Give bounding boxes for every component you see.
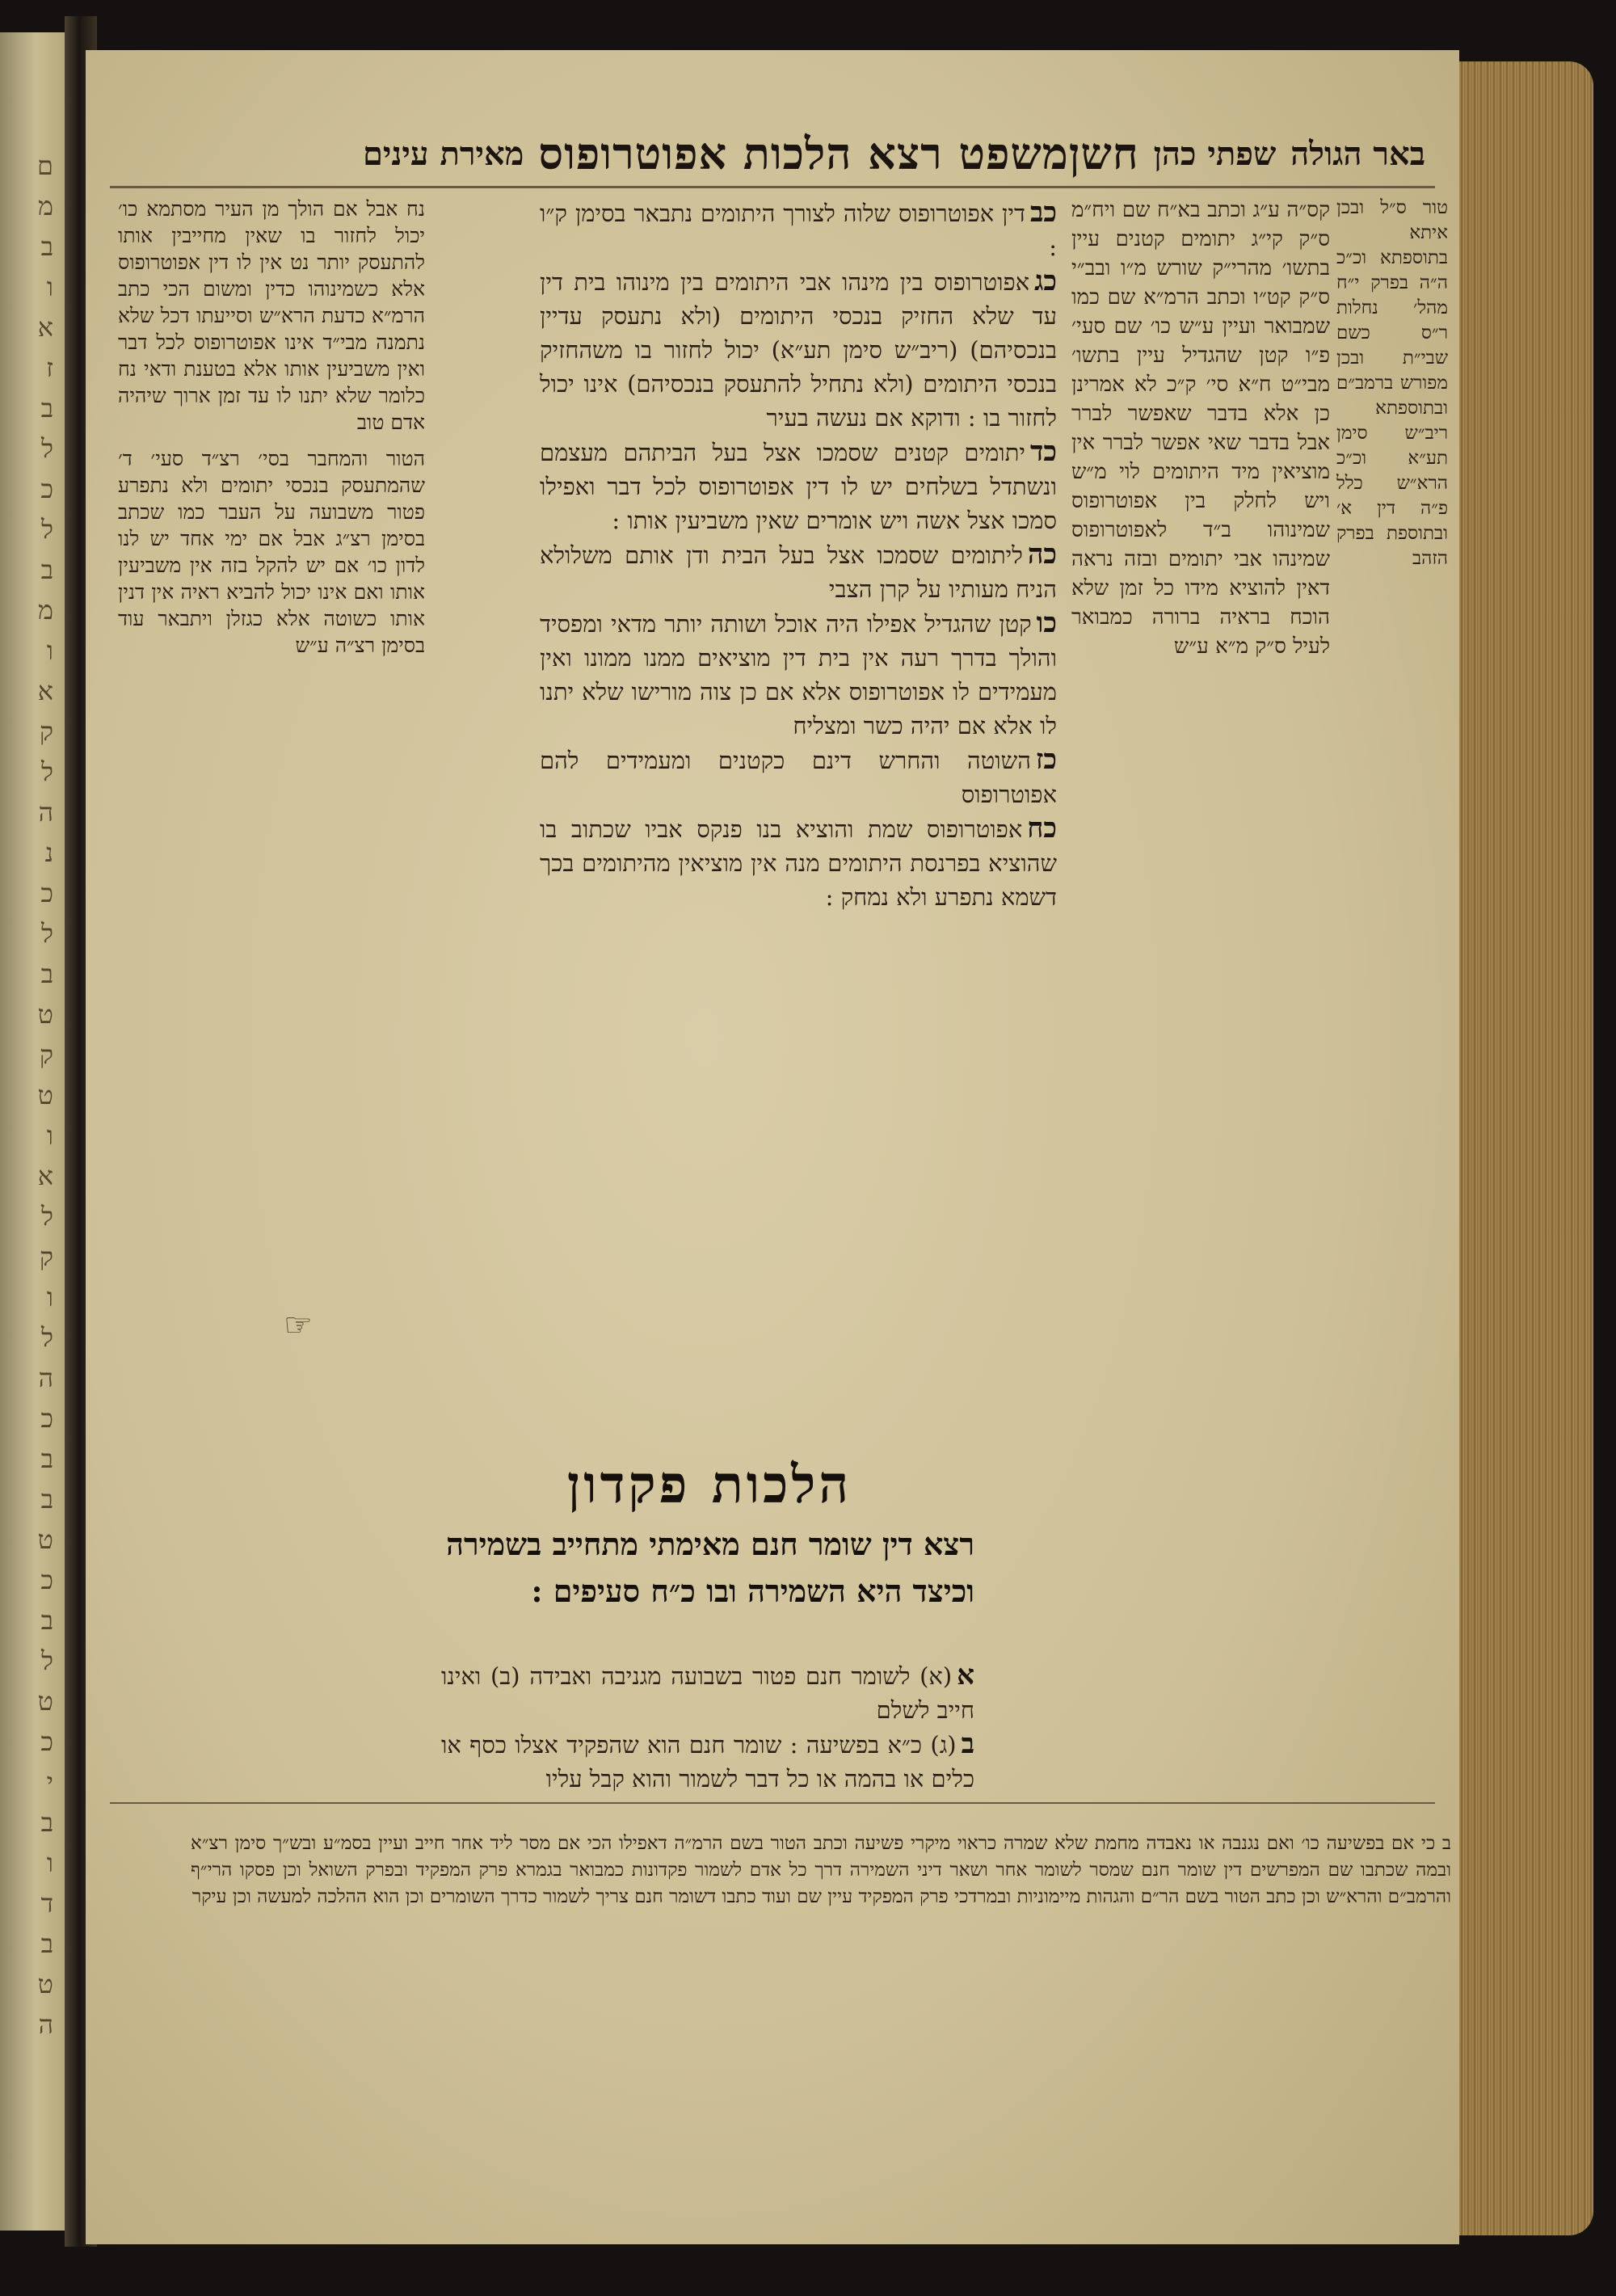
seif-25 xyxy=(540,537,1057,606)
commentary-shach-text: קס״ה ע״ג וכתב בא״ח שם ויח״מ ס״ק קי״ג יתומים קטנים עיין בתשו׳ מהרי״ק שורש מ״ו ובב״י ס״ק קט״ו וכתב הרמ״א שם כמו שמבואר ועיין ע״ש כו׳ שם סעי׳ פ״ו קטן שהגדיל עיין בתשו׳ מבי״ט ח״א סי׳ ק״כ לא אמרינן כן אלא בדבר שאפשר לברר אבל בדבר שאי אפשר לברר אין מוציאין מיד היתומים לוי מ״ש ויש לחלק בין אפוטרופוס שמינוהו ב״ד לאפוטרופוס שמינהו אבי יתומים ובזה נראה דאין להוציא מידו כל זמן שלא הוכח בראיה ברורה כמבואר לעיל ס״ק מ״א ע״ש xyxy=(1071,198,1330,659)
header-right-label-2: שפתי כהן xyxy=(1153,134,1277,173)
header-right-label-1: באר הגולה xyxy=(1290,134,1425,173)
seif-27 xyxy=(540,743,1057,811)
seif-25-number: כה xyxy=(1027,538,1057,571)
seif-25-text: ליתומים שסמכו אצל בעל הבית ודן אותם משלולא הניח מעותיו על קרן הצבי xyxy=(540,541,1057,603)
meirat-einayim-text-continued: הטור והמחבר בסי׳ רצ״ד סעי׳ ד׳ שהמתעסק בנכסי יתומים ולא נתפרע פטור משבועה על העבר כמו שכתב בסימן רצ״ג אבל אם ימי אחד יש לנו לדון כו׳ אם יש להקל בזה אין משביעין אותו ואם אינו יכול להביא ראיה אין דנין אותו כשוטה אלא כגזלן ויתבאר עוד בסימן רצ״ה ע״ש xyxy=(118,447,425,657)
seif-24-number: כד xyxy=(1030,436,1057,468)
siman-291-seif-1-number: א xyxy=(957,1659,974,1691)
header-title: חשןמשפט רצא הלכות אפוטרופוס xyxy=(538,128,1139,179)
commentary-column-meirat-einayim xyxy=(118,196,425,1440)
seif-22-text: דין אפוטרופוס שלוה לצורך היתומים נתבאר בסימן ק״ו : xyxy=(540,200,1057,261)
header-rule xyxy=(110,186,1435,188)
siman-291-seif-1 xyxy=(441,1658,974,1727)
bottom-commentary xyxy=(191,1812,1451,2184)
siman-291-seif-2-number: ב xyxy=(961,1728,974,1760)
book-page xyxy=(86,50,1459,2244)
previous-page-text-fragments: ם מ ב ו א ז ב ל כ ל ב מ ו א ק ל ה נ כ ל ב ט ק ט ו א ל ק ו ל ה כ ב ב ט כ ב ל ט כ י ב ו ד ב ט ה xyxy=(37,150,53,2040)
seif-23-text: אפוטרופוס בין מינהו אבי היתומים בין מינוהו בית דין עד שלא החזיק בנכסי היתומים (ולא נתעסק עדיין בנכסיהם) (ריב״ש סימן תע״א) יכול לחזור בו משהחזיק בנכסי היתומים (ולא נתחיל להתעסק בנכסיהם) אינו יכול לחזור בו : ודוקא אם נעשה בעיר xyxy=(540,268,1057,432)
sources-margin-text: טור ס״ל ובכן איתא בתוספתא וכ״כ ה״ה בפרק י״ח מהל׳ נחלות ר״ס כשם שבי״ת ובכן מפורש ברמב״ם ובתוספתא ריב״ש סימן תע״א וכ״כ הרא״ש כלל פ״ה דין א׳ ובתוספת בפרק הזהב xyxy=(1336,197,1448,569)
seif-27-text: השוטה והחרש דינם כקטנים ומעמידים להם אפוטרופוס xyxy=(540,747,1057,808)
running-header xyxy=(134,121,1425,186)
siman-291-seif-2 xyxy=(441,1727,974,1796)
meirat-einayim-text: נח אבל אם הולך מן העיר מסתמא כו׳ יכול לחזור בו שאין מחייבין אותו להתעסק יותר נט אין לו דין אפוטרופוס אלא כשמינוהו כדין ומשום הכי כתב הרמ״א כדעת הרא״ש וסייעתו דכל שלא נתמנה מבי״ד אינו אפוטרופוס לכל דבר ואין משביעין אותו אלא בטענת ודאי נח כלומר שלא יתנו לו עד זמן ארוך שיהיה אדם טוב xyxy=(118,197,425,434)
seif-26-number: כו xyxy=(1036,607,1057,639)
seif-23-number: כג xyxy=(1034,265,1057,297)
seif-27-number: כז xyxy=(1035,744,1057,776)
footnote-rule xyxy=(110,1802,1435,1804)
siman-291-seif-2-text: (ג) כ״א בפשיעה : שומר חנם הוא שהפקיד אצלו כסף או כלים או בהמה או כל דבר לשמור והוא קבל עליו xyxy=(441,1731,974,1793)
siman-291-text xyxy=(441,1658,974,1804)
seif-28-number: כח xyxy=(1027,812,1057,845)
commentary-column-shach xyxy=(1071,196,1330,1796)
sources-margin-column xyxy=(1336,196,1448,1796)
seif-24-text: יתומים קטנים שסמכו אצל בעל הביתהם מעצמם ונשתדל בשלחים יש לו דין אפוטרופוס לכל דבר ואפילו סמכו אצל אשה ויש אומרים שאין משביעין אותו : xyxy=(540,439,1057,534)
seif-22 xyxy=(540,196,1057,264)
pointing-hand-icon: ☞ xyxy=(284,1307,313,1344)
siman-heading: רצא דין שומר חנם מאימתי מתחייב בשמירה וכיצד היא השמירה ובו כ״ח סעיפים : xyxy=(446,1526,974,1609)
seif-28-text: אפוטרופוס שמת והוציא בנו פנקס אביו שכתוב בו שהוציא בפרנסת היתומים מנה אין מוציאין מהיתומים בכך דשמא נתפרע ולא נמחק : xyxy=(540,815,1057,911)
seif-24 xyxy=(540,435,1057,537)
seif-22-number: כב xyxy=(1029,196,1057,229)
previous-page-edge xyxy=(0,32,65,2231)
bottom-commentary-text: ב כי אם בפשיעה כו׳ ואם נגנבה או נאבדה מחמת שלא שמרה כראוי מיקרי פשיעה וכתב הטור בשם הרמ״ה דאפילו הכי אם מסר ליד אחר חייב ועיין בסמ״ע ובש״ך סימן רצ״א ובמה שכתבו שם המפרשים דין שומר חנם שמסר לשומר אחר ושאר דיני השמירה דרך כל אדם לשמור פקדונות כמבואר בגמרא פרק המפקיד ובפרק השואל וכן פסקו הרי״ף והרמב״ם והרא״ש וכן כתב הטור בשם הר״ם והגהות מיימוניות ובמרדכי פרק המפקיד עיין שם ועוד כתבו דשומר חנם צריך לשמור כדרך השומרים וכן הוא ההלכה למעשה וכן עיקר xyxy=(191,1833,1451,1907)
siman-291-seif-1-text: (א) לשומר חנם פטור בשבועה מגניבה ואבידה (ב) ואינו חייב לשלם xyxy=(441,1662,974,1724)
seif-26 xyxy=(540,606,1057,743)
seif-26-text: קטן שהגדיל אפילו היה אוכל ושותה יותר מדאי ומפסיד והולך בדרך רעה אין בית דין מוציאים ממנו ממונו ואין מעמידים לו אפוטרופוס אלא אם כן צוה מורישו שלא יתנו לו אלא אם יהיה כשר ומצליח xyxy=(540,610,1057,739)
header-left-label: מאירת עינים xyxy=(362,134,524,173)
seif-23 xyxy=(540,264,1057,435)
seif-28 xyxy=(540,811,1057,914)
section-title: הלכות פקדון xyxy=(566,1455,852,1515)
main-text-column xyxy=(540,196,1057,1440)
